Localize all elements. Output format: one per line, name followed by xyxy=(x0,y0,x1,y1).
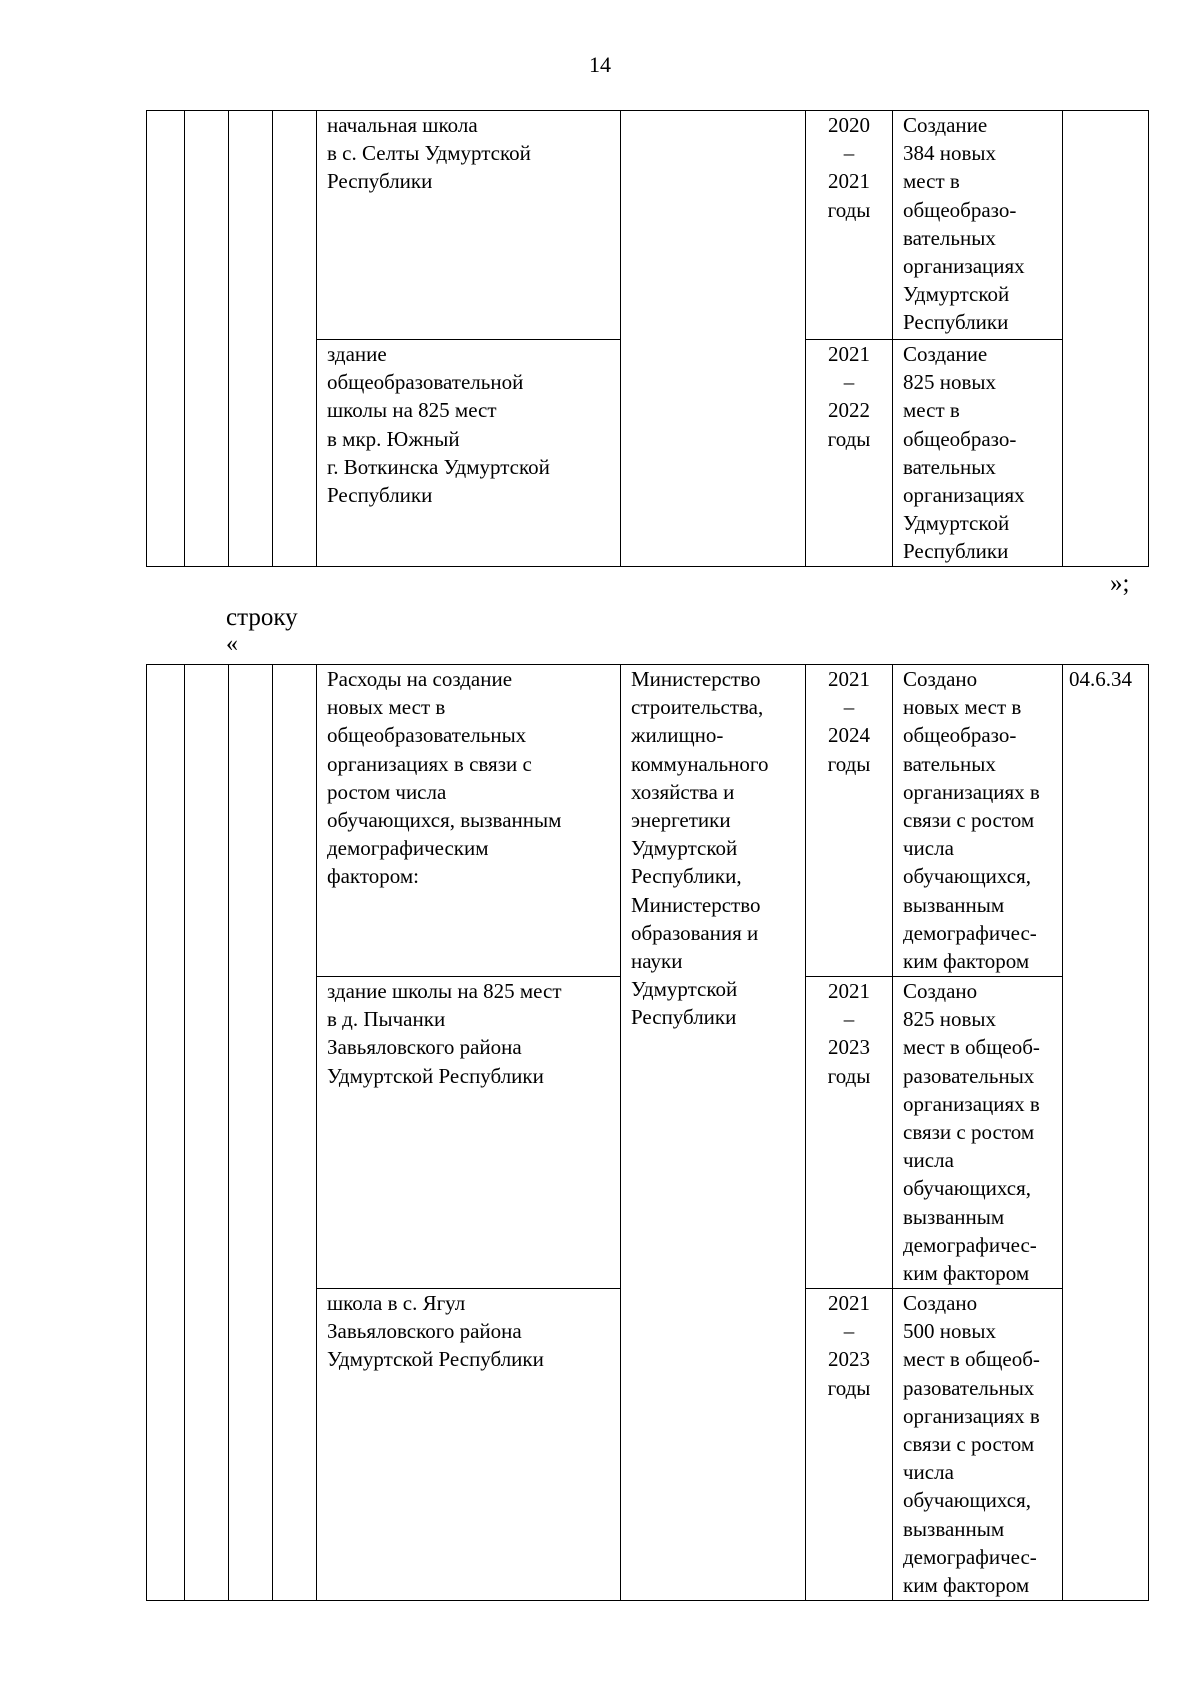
empty-cell xyxy=(229,665,273,1601)
empty-cell xyxy=(229,111,273,567)
code-cell: 04.6.34 xyxy=(1063,665,1149,1601)
program-table-replacement xyxy=(146,664,1149,1601)
executor-cell xyxy=(621,111,806,567)
table-row xyxy=(147,665,1149,977)
object-name-cell: начальная школа в с. Селты Удмуртской Республики xyxy=(317,111,621,340)
intro-word: строку xyxy=(226,604,298,631)
years-cell: 2021 – 2023 годы xyxy=(806,977,893,1289)
empty-cell xyxy=(273,111,317,567)
code-cell xyxy=(1063,111,1149,567)
result-cell: Создано новых мест в общеобразо- вательных организациях в связи с ростом числа обучающихся, вызванным демографичес- ким фактором xyxy=(893,665,1063,977)
result-cell: Создание 825 новых мест в общеобразо- вательных организациях Удмуртской Республики xyxy=(893,340,1063,567)
empty-cell xyxy=(273,665,317,1601)
page-number: 14 xyxy=(589,52,611,77)
object-name-cell: Расходы на создание новых мест в общеобразовательных организациях в связи с ростом числа обучающихся, вызванным демографическим фактором: xyxy=(317,665,621,977)
result-cell: Создание 384 новых мест в общеобразо- вательных организациях Удмуртской Республики xyxy=(893,111,1063,340)
empty-cell xyxy=(147,665,185,1601)
years-cell: 2021 – 2024 годы xyxy=(806,665,893,977)
closing-quote: »; xyxy=(1110,570,1130,597)
opening-quote: « xyxy=(226,631,238,657)
years-cell: 2021 – 2023 годы xyxy=(806,1289,893,1601)
years-cell: 2020 – 2021 годы xyxy=(806,111,893,340)
years-cell: 2021 – 2022 годы xyxy=(806,340,893,567)
table-row xyxy=(147,111,1149,340)
object-name-cell: здание общеобразовательной школы на 825 мест в мкр. Южный г. Воткинска Удмуртской Республики xyxy=(317,340,621,567)
object-name-cell: здание школы на 825 мест в д. Пычанки Завьяловского района Удмуртской Республики xyxy=(317,977,621,1289)
result-cell: Создано 825 новых мест в общеоб- разовательных организациях в связи с ростом числа обучающихся, вызванным демографичес- ким фактором xyxy=(893,977,1063,1289)
program-table-continuation xyxy=(146,110,1149,567)
empty-cell xyxy=(185,665,229,1601)
executor-cell: Министерство строительства, жилищно- коммунального хозяйства и энергетики Удмуртской Республики, Министерство образования и науки Удмуртской Республики xyxy=(621,665,806,1601)
empty-cell xyxy=(185,111,229,567)
empty-cell xyxy=(147,111,185,567)
object-name-cell: школа в с. Ягул Завьяловского района Удмуртской Республики xyxy=(317,1289,621,1601)
result-cell: Создано 500 новых мест в общеоб- разовательных организациях в связи с ростом числа обучающихся, вызванным демографичес- ким фактором xyxy=(893,1289,1063,1601)
